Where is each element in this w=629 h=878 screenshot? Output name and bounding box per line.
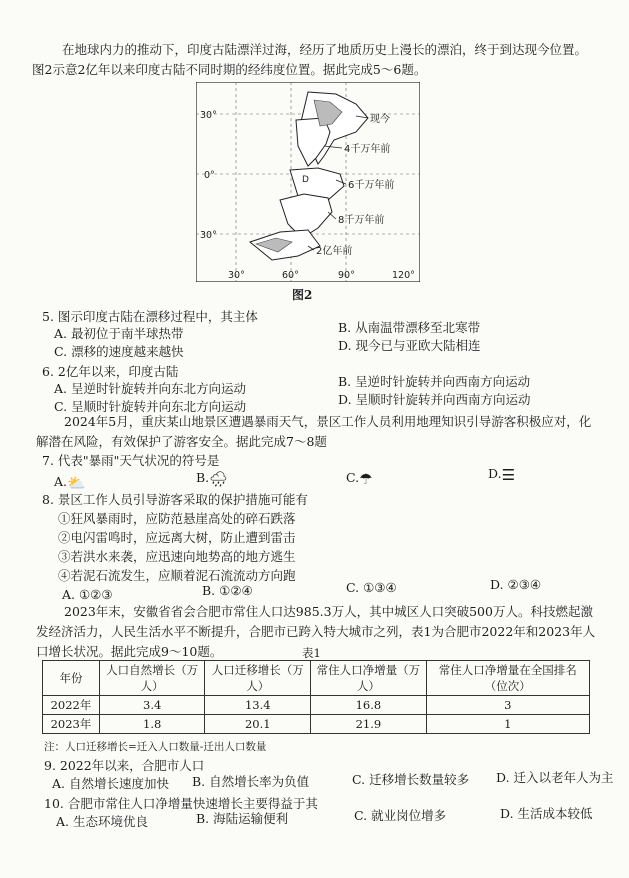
q7-option-c-label: C. bbox=[346, 470, 360, 485]
q5-option-c: C. 漂移的速度越来越快 bbox=[54, 344, 184, 359]
q10-option-d: D. 生活成本较低 bbox=[500, 806, 593, 821]
table-cell: 16.8 bbox=[311, 696, 426, 715]
q7-option-c bbox=[346, 470, 373, 488]
table-header: 人口自然增长（万人） bbox=[100, 661, 205, 696]
rain-cloud-icon: 🌧 bbox=[209, 470, 229, 488]
q8-stem: 8. 景区工作人员引导游客采取的保护措施可能有 bbox=[42, 492, 308, 507]
q6-option-b: B. 呈逆时针旋转并向西南方向运动 bbox=[338, 374, 531, 389]
lat-label: 30° bbox=[200, 230, 217, 241]
point-label-d: D bbox=[302, 175, 309, 185]
intro-line-1: 在地球内力的推动下，印度古陆漂洋过海，经历了地质历史上漫长的漂泊，终于到达现今位置。 bbox=[62, 42, 588, 57]
intro-line-2: 图2示意2亿年以来印度古陆不同时期的经纬度位置。据此完成5～6题。 bbox=[32, 62, 427, 77]
q5-stem: 5. 图示印度古陆在漂移过程中，其主体 bbox=[42, 309, 258, 324]
q9-option-b: B. 自然增长率为负值 bbox=[192, 774, 310, 789]
q7-option-b bbox=[196, 470, 229, 488]
cloudy-sun-icon: ⛅ bbox=[67, 474, 86, 492]
q9-option-d: D. 迁入以老年人为主 bbox=[496, 770, 614, 785]
q6-option-c: C. 呈顺时针旋转并向东北方向运动 bbox=[54, 399, 247, 414]
table-header: 年份 bbox=[43, 661, 100, 696]
q9-option-c: C. 迁移增长数量较多 bbox=[352, 772, 470, 787]
q7-option-d-label: D. bbox=[488, 466, 502, 481]
table-header: 常住人口净增量在全国排名（位次） bbox=[426, 661, 589, 696]
lon-label: 30° bbox=[228, 270, 245, 281]
q7-option-b-label: B. bbox=[196, 470, 210, 485]
q8-option-a: A. ①②③ bbox=[62, 587, 113, 602]
table-row bbox=[43, 696, 590, 715]
table-cell: 1.8 bbox=[100, 715, 205, 734]
q7-stem: 7. 代表"暴雨"天气状况的符号是 bbox=[42, 453, 220, 468]
population-table bbox=[42, 660, 590, 734]
lon-label: 60° bbox=[282, 270, 299, 281]
table-cell: 21.9 bbox=[311, 715, 426, 734]
lat-label: 30° bbox=[200, 110, 217, 121]
table-cell: 1 bbox=[426, 715, 589, 734]
q6-option-a: A. 呈逆时针旋转并向东北方向运动 bbox=[54, 381, 246, 396]
table-caption: 表1 bbox=[302, 646, 321, 660]
period-label-60ma: 6千万年前 bbox=[348, 180, 395, 191]
table-header: 常住人口净增量（万人） bbox=[311, 661, 426, 696]
lon-label: 90° bbox=[338, 270, 355, 281]
umbrella-icon: ☂ bbox=[359, 470, 373, 488]
q5-option-b: B. 从南温带漂移至北寒带 bbox=[338, 320, 481, 335]
q10-option-b: B. 海陆运输便利 bbox=[196, 811, 289, 826]
lat-label: 0° bbox=[204, 170, 215, 181]
q5-option-a: A. 最初位于南半球热带 bbox=[54, 326, 184, 341]
q7-option-d bbox=[488, 466, 516, 484]
q8-option-d: D. ②③④ bbox=[490, 577, 542, 592]
q8-item-4: ④若泥石流发生，应顺着泥石流流动方向跑 bbox=[58, 568, 296, 583]
q8-item-2: ②电闪雷鸣时，应远离大树，防止遭到雷击 bbox=[58, 530, 296, 545]
q8-option-b: B. ①②④ bbox=[202, 583, 253, 598]
table-header: 人口迁移增长（万人） bbox=[205, 661, 311, 696]
figure-caption: 图2 bbox=[292, 288, 313, 302]
map-svg bbox=[196, 82, 420, 282]
table-cell: 13.4 bbox=[205, 696, 311, 715]
q10-stem: 10. 合肥市常住人口净增量快速增长主要得益于其 bbox=[44, 796, 318, 811]
table-cell: 20.1 bbox=[205, 715, 311, 734]
intro-2: 2024年5月，重庆某山地景区遭遇暴雨天气，景区工作人员利用地理知识引导游客积极应对，化解潜在风险，有效保护了游客安全。据此完成7～8题 bbox=[36, 414, 592, 449]
period-label-40ma: 4千万年前 bbox=[344, 144, 391, 155]
q8-item-1: ①狂风暴雨时，应防范悬崖高处的碎石跌落 bbox=[58, 511, 296, 526]
q8-item-3: ③若洪水来袭，应迅速向地势高的地方逃生 bbox=[58, 549, 296, 564]
q6-stem: 6. 2亿年以来，印度古陆 bbox=[42, 364, 179, 379]
q9-option-a: A. 自然增长速度加快 bbox=[52, 776, 169, 791]
q8-option-c: C. ①③④ bbox=[346, 580, 397, 595]
q10-option-c: C. 就业岗位增多 bbox=[354, 808, 447, 823]
table-cell: 2022年 bbox=[43, 696, 100, 715]
table-cell: 3.4 bbox=[100, 696, 205, 715]
period-label-now: 现今 bbox=[370, 114, 390, 125]
period-label-200ma: 2亿年前 bbox=[316, 246, 353, 257]
table-note: 注：人口迁移增长=迁入人口数量-迁出人口数量 bbox=[44, 741, 267, 753]
fog-lines-icon: ☰ bbox=[501, 466, 516, 484]
q10-option-a: A. 生态环境优良 bbox=[56, 814, 148, 829]
table-header-row bbox=[43, 661, 590, 696]
q7-option-a-label: A. bbox=[54, 474, 68, 489]
map-figure bbox=[196, 82, 420, 282]
period-label-80ma: 8千万年前 bbox=[338, 215, 385, 226]
q6-option-d: D. 呈顺时针旋转并向西南方向运动 bbox=[338, 392, 531, 407]
q9-stem: 9. 2022年以来，合肥市人口 bbox=[44, 758, 205, 773]
q5-option-d: D. 现今已与亚欧大陆相连 bbox=[338, 338, 481, 353]
q7-option-a bbox=[54, 474, 86, 492]
table-cell: 2023年 bbox=[43, 715, 100, 734]
intro-3: 2023年末，安徽省省会合肥市常住人口达985.3万人，其中城区人口突破500万人。科技燃起激发经济活力，人民生活水平不断提升，合肥市已跨入特大城市之列，表1为合肥市2022年和2023年人口增长状况。据此完成9～10题。 bbox=[36, 604, 596, 659]
table-cell: 3 bbox=[426, 696, 589, 715]
lon-label: 120° bbox=[392, 270, 415, 281]
table-row bbox=[43, 715, 590, 734]
